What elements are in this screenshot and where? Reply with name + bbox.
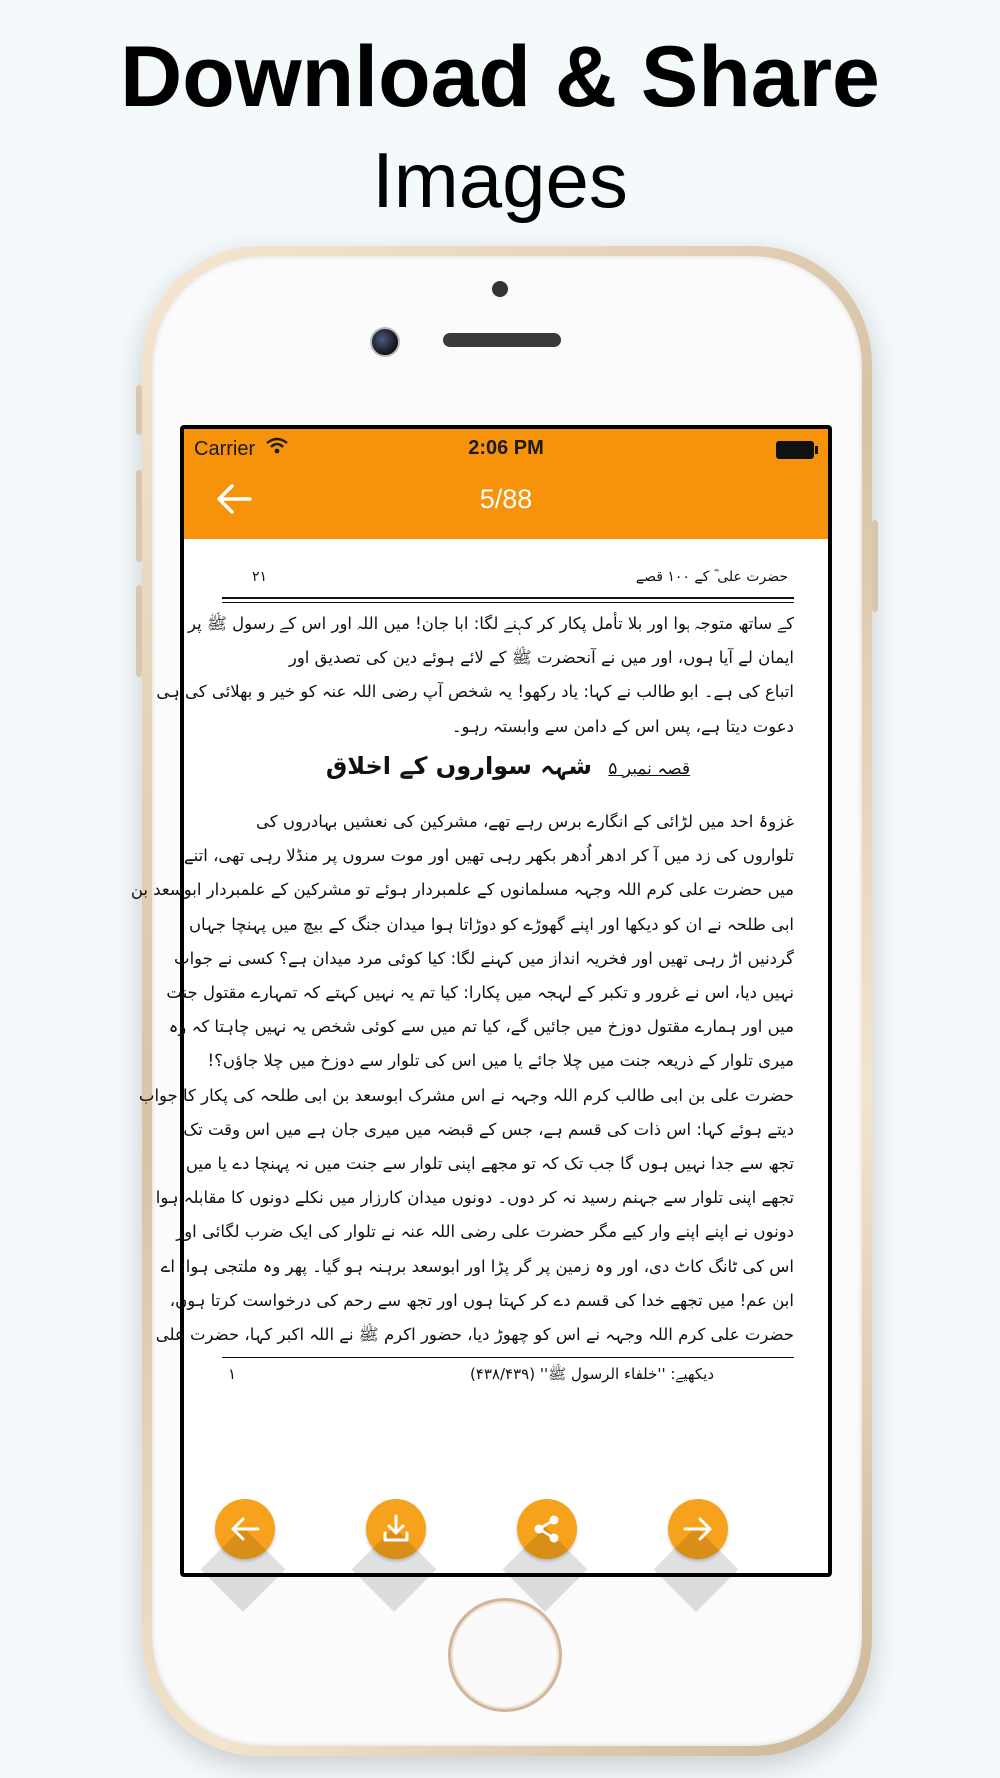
- text-line: حضرت علی بن ابی طالب کرم اللہ وجہہ نے اس مشرک ابوسعد بن ابی طلحہ کی پکار کا جواب: [138, 1085, 794, 1105]
- book-page-image: [130, 557, 794, 1457]
- story-heading: [222, 752, 794, 780]
- promo-title: Download & Share: [120, 29, 880, 125]
- text-line: تجھ سے جدا نہیں ہوں گا جب تک کہ تو مجھے اپنی تلوار سے جنت میں نہ پہنچا دے یا میں: [185, 1154, 794, 1174]
- text-line: ابن عم! میں تجھے خدا کی قسم دے کر کہتا ہوں اور تجھ سے رحم کی درخواست کرتا ہوں،: [169, 1290, 794, 1310]
- text-line: ابی طلحہ نے ان کو دیکھا اور اپنے گھوڑے کو دوڑاتا ہوا میدان جنگ کے بیچ میں پہنچا جہاں: [188, 914, 794, 934]
- power-button: [872, 520, 878, 612]
- text-line: میں حضرت علی کرم اللہ وجہہ مسلمانوں کے علمبردار ہوئے تو مشرکین کے علمبردار ابوسعد بن: [130, 880, 794, 900]
- text-line: گردنیں اڑ رہی تھیں اور فخریہ انداز میں کہنے لگا: کیا کوئی مرد میدان ہے؟ کسی نے جواب: [174, 948, 794, 968]
- page-header: [222, 569, 794, 591]
- text-line: کے ساتھ متوجہ ہوا اور بلا تأمل پکار کر کہنے لگا: ابا جان! میں اللہ اور اس کے رسول ﷺ پر: [188, 614, 794, 633]
- app-screen: [130, 429, 828, 1573]
- arrow-left-icon: [227, 1511, 263, 1547]
- text-line: تلواروں کی زد میں آ کر ادھر اُدھر بکھر رہی تھیں اور موت سروں پر منڈلا رہی تھی، اتنے: [184, 846, 794, 866]
- promo-subtitle: Images: [372, 136, 628, 224]
- battery-icon: [776, 441, 814, 459]
- text-line: اتباع کی ہے۔ ابو طالب نے کہا: یاد رکھو! یہ شخص آپ رضی اللہ عنہ کو خیر و بھلائی کی ہی: [156, 682, 794, 702]
- text-line: دعوت دیتا ہے، پس اس کے دامن سے وابستہ رہو۔: [451, 716, 794, 736]
- carrier-label: Carrier: [194, 438, 256, 460]
- status-bar: [184, 429, 828, 465]
- story-number: قصہ نمبر ۵: [608, 759, 691, 779]
- earpiece-speaker: [443, 333, 561, 347]
- volume-up-button: [136, 470, 142, 562]
- share-button[interactable]: [517, 1499, 577, 1559]
- text-line: حضرت علی کرم اللہ وجہہ نے اس کو چھوڑ دیا، حضور اکرم ﷺ نے اللہ اکبر کہا، حضرت علی: [155, 1325, 794, 1345]
- proximity-sensor: [492, 281, 508, 297]
- next-page-button[interactable]: [668, 1499, 728, 1559]
- page-number: ۲۱: [252, 569, 268, 585]
- footnote-text: دیکھیے: ''خلفاء الرسول ﷺ'' (۴۳۸/۴۳۹): [469, 1365, 714, 1383]
- text-line: تجھے اپنی تلوار سے جہنم رسید نہ کر دوں۔ دونوں میدان کارزار میں نکلے دونوں کا مقابلہ ہوا: [155, 1188, 794, 1208]
- footnote-mark: ۱: [228, 1365, 237, 1383]
- page-counter: 5/88: [479, 484, 533, 514]
- download-icon: [378, 1511, 414, 1547]
- home-button[interactable]: [448, 1598, 562, 1712]
- text-line: دیتے ہوئے کہا: اس ذات کی قسم ہے، جس کے قبضہ میں میری جان ہے میں اس وقت تک: [183, 1119, 794, 1139]
- text-line: میں اور ہمارے مقتول دوزخ میں جائیں گے، کیا تم میں سے کوئی شخص یہ نہیں چاہتا کہ وہ: [168, 1017, 794, 1037]
- phone-screen: [130, 425, 832, 1577]
- previous-page-button[interactable]: [215, 1499, 275, 1559]
- story-title: شہہ سواروں کے اخلاق: [325, 752, 592, 780]
- volume-down-button: [136, 585, 142, 677]
- text-line: دونوں نے اپنے اپنے وار کیے مگر حضرت علی رضی اللہ عنہ نے تلوار کی ایک ضرب لگائی اور: [176, 1222, 794, 1242]
- intro-paragraph: [156, 607, 794, 744]
- app-bar: [184, 429, 828, 539]
- page-header-title: حضرت علی ؓ کے ۱۰۰ قصے: [635, 569, 788, 585]
- body-paragraph: [130, 805, 794, 1352]
- text-line: غزوۂ احد میں لڑائی کے انگارے برس رہے تھے، مشرکین کی نعشیں بہادروں کی: [255, 812, 794, 831]
- header-rule-thin: [222, 602, 794, 603]
- text-line: اس کی ٹانگ کاٹ دی، اور وہ زمین پر گر پڑا اور ابوسعد برہنہ ہو گیا۔ پھر وہ ملتجی ہوا: اے: [160, 1256, 794, 1276]
- front-camera: [370, 327, 400, 357]
- footnote-rule: [222, 1357, 794, 1358]
- text-line: ایمان لے آیا ہوں، اور میں نے آنحضرت ﷺ کے لائے ہوئے دین کی تصدیق اور: [288, 648, 794, 668]
- text-line: میری تلوار کے ذریعہ جنت میں چلا جائے یا میں اس کی تلوار سے دوزخ میں چلا جاؤں؟!: [207, 1051, 794, 1071]
- header-rule: [222, 597, 794, 599]
- arrow-right-icon: [680, 1511, 716, 1547]
- text-line: نہیں دیا، اس نے غرور و تکبر کے لہجہ میں پکارا: کیا تم یہ نہیں کہتے کہ تمہارے مقتول جنت: [166, 983, 794, 1003]
- mute-switch: [136, 385, 142, 435]
- download-button[interactable]: [366, 1499, 426, 1559]
- status-time: 2:06 PM: [468, 437, 544, 459]
- share-icon: [529, 1511, 565, 1547]
